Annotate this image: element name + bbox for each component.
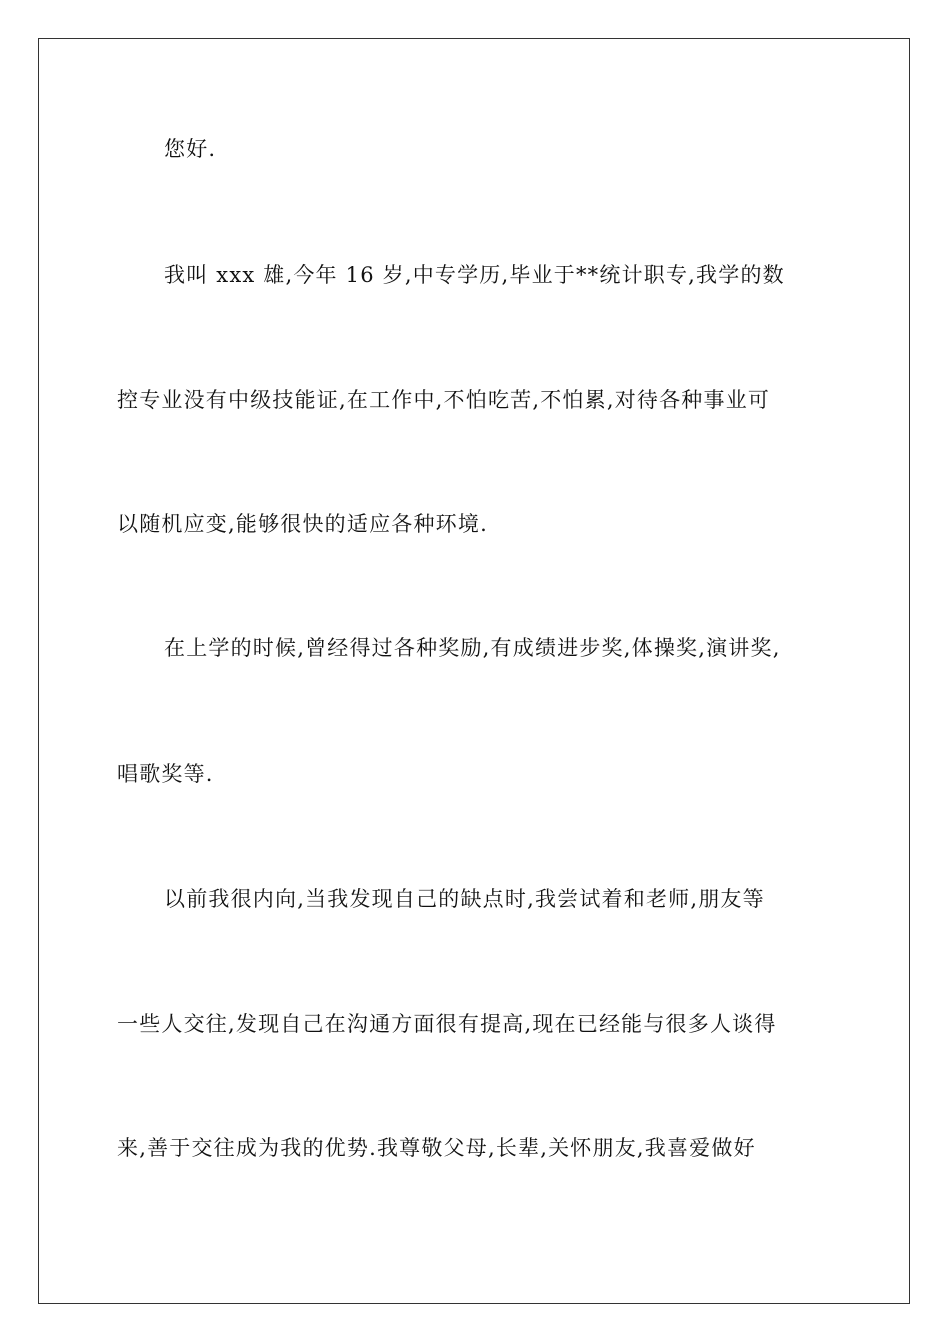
paragraph-2-line-2: 唱歌奖等. — [117, 762, 214, 786]
paragraph-3-line-2: 一些人交往,发现自己在沟通方面很有提高,现在已经能与很多人谈得 — [117, 1012, 777, 1036]
paragraph-2-line-1: 在上学的时候,曾经得过各种奖励,有成绩进步奖,体操奖,演讲奖, — [164, 636, 781, 660]
page-border — [38, 38, 910, 1304]
paragraph-3-line-3: 来,善于交往成为我的优势.我尊敬父母,长辈,关怀朋友,我喜爱做好 — [117, 1136, 756, 1160]
paragraph-1-line-1: 我叫 xxx 雄,今年 16 岁,中专学历,毕业于**统计职专,我学的数 — [164, 263, 785, 287]
greeting-line: 您好. — [164, 137, 217, 161]
paragraph-1-line-2: 控专业没有中级技能证,在工作中,不怕吃苦,不怕累,对待各种事业可 — [117, 388, 771, 412]
paragraph-3-line-1: 以前我很内向,当我发现自己的缺点时,我尝试着和老师,朋友等 — [164, 887, 765, 911]
paragraph-1-line-3: 以随机应变,能够很快的适应各种环境. — [117, 512, 488, 536]
